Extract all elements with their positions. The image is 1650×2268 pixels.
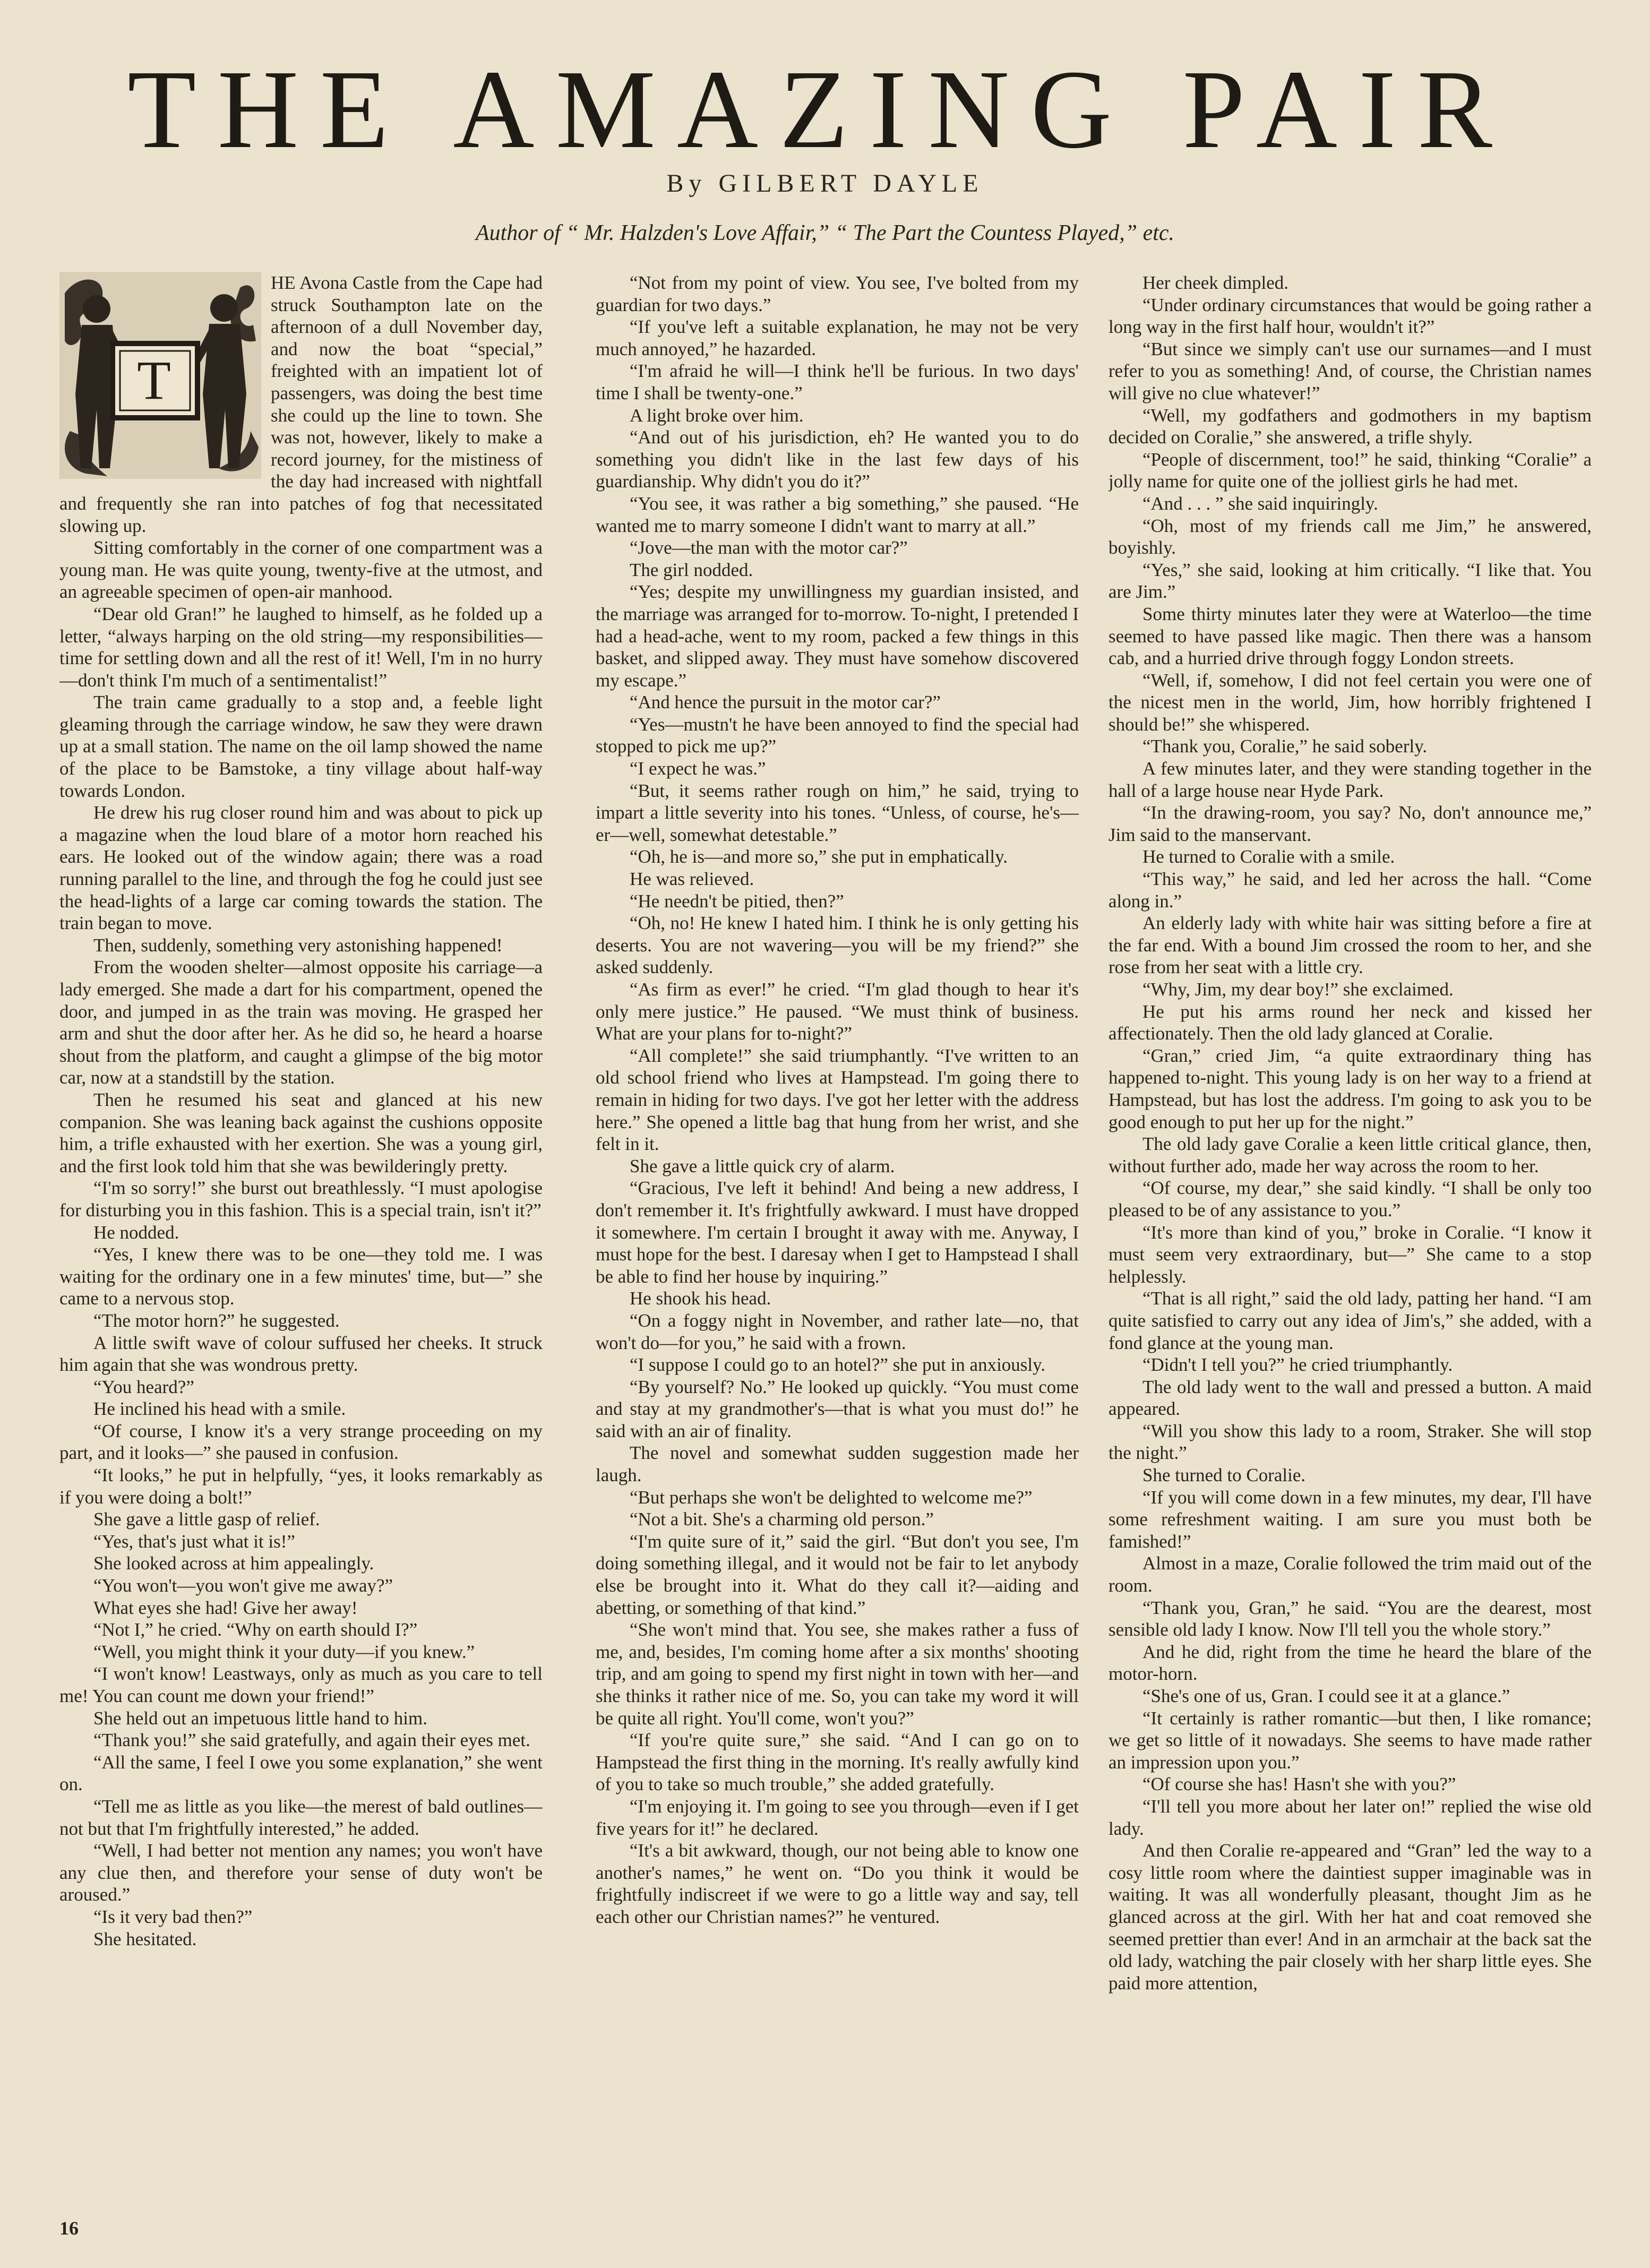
paragraph: “Yes, I knew there was to be one—they told me. I was waiting for the ordinary one in a few minutes' time, but—” she came to a nervous stop. xyxy=(59,1244,543,1309)
paragraph: An elderly lady with white hair was sitting before a fire at the far end. With a bound Jim crossed the room to her, and she rose from her seat with a little cry. xyxy=(1108,913,1592,978)
paragraph: She turned to Coralie. xyxy=(1142,1465,1306,1486)
paragraph: He was relieved. xyxy=(630,869,754,890)
paragraph: “Oh, no! He knew I hated him. I think he is only getting his deserts. You are not wavering—you will be my friend?” she asked suddenly. xyxy=(596,913,1079,978)
paragraph: “Oh, he is—and more so,” she put in emphatically. xyxy=(630,846,1008,867)
paragraph: “The motor horn?” he suggested. xyxy=(93,1310,340,1331)
paragraph: HE Avona Castle from the Cape had struck Southampton late on the afternoon of a dull November day, and now the boat “special,” freighted with an impatient lot of passengers, was doing the best time she could up the line to town. She was not, however, likely to make a record journey, for the mistiness of the day had increased with nightfall and frequently she ran into patches of fog that necessitated slowing up. xyxy=(59,272,543,536)
paragraph: “I'm so sorry!” she burst out breathlessly. “I must apologise for disturbing you in this fashion. This is a special train, isn't it?” xyxy=(59,1178,543,1221)
paragraph: “If you will come down in a few minutes, my dear, I'll have some refreshment waiting. I am sure you must both be famished!” xyxy=(1108,1487,1592,1552)
paragraph: “Didn't I tell you?” he cried triumphantly. xyxy=(1142,1354,1453,1376)
paragraph: “But, it seems rather rough on him,” he said, trying to impart a little severity into his tones. “Unless, of course, he's—er—well, somewhat detestable.” xyxy=(596,780,1079,845)
paragraph: “All the same, I feel I owe you some explanation,” she went on. xyxy=(59,1751,543,1795)
paragraph: “And out of his jurisdiction, eh? He wanted you to do something you didn't like in the last few days of his guardianship. Why didn't you do it?” xyxy=(596,427,1079,492)
text-column-3 xyxy=(1108,272,1592,2194)
paragraph: “Not from my point of view. You see, I've bolted from my guardian for two days.” xyxy=(596,272,1079,315)
text-column-2 xyxy=(596,272,1079,2194)
paragraph: “You see, it was rather a big something,” she paused. “He wanted me to marry someone I didn't want to marry at all.” xyxy=(596,493,1079,536)
author-credit: Author of “ Mr. Halzden's Love Affair,” “ The Part the Countess Played,” etc. xyxy=(475,221,1175,245)
paragraph: “I'll tell you more about her later on!” replied the wise old lady. xyxy=(1108,1796,1592,1839)
paragraph: He shook his head. xyxy=(630,1288,771,1309)
paragraph: “I'm afraid he will—I think he'll be furious. In two days' time I shall be twenty-one.” xyxy=(596,360,1079,403)
paragraph: “Jove—the man with the motor car?” xyxy=(630,537,908,559)
paragraph: She looked across at him appealingly. xyxy=(93,1553,374,1574)
paragraph: He put his arms round her neck and kissed her affectionately. Then the old lady glanced at Coralie. xyxy=(1108,1001,1592,1044)
paragraph: “He needn't be pitied, then?” xyxy=(630,890,844,912)
paragraph: Almost in a maze, Coralie followed the trim maid out of the room. xyxy=(1108,1553,1592,1596)
paragraph: “I'm quite sure of it,” said the girl. “But don't you see, I'm doing something illegal, and it would not be fair to let anybody else be brought into it. What do they call it?—aiding and abetting, or something of that kind.” xyxy=(596,1531,1079,1618)
paragraph: A little swift wave of colour suffused her cheeks. It struck him again that she was wondrous pretty. xyxy=(59,1332,543,1376)
paragraph: “Thank you, Gran,” he said. “You are the dearest, most sensible old lady I know. Now I'll tell you the whole story.” xyxy=(1108,1597,1592,1640)
paragraph: “Of course she has! Hasn't she with you?” xyxy=(1142,1774,1456,1795)
page-number: 16 xyxy=(59,2218,79,2239)
paragraph: And he did, right from the time he heard the blare of the motor-horn. xyxy=(1108,1641,1592,1685)
paragraph: “Will you show this lady to a room, Straker. She will stop the night.” xyxy=(1108,1420,1592,1464)
paragraph: “If you're quite sure,” she said. “And I can go on to Hampstead the first thing in the morning. It's really awfully kind of you to take so much trouble,” she added gratefully. xyxy=(596,1730,1079,1795)
paragraph: The old lady went to the wall and pressed a button. A maid appeared. xyxy=(1108,1376,1592,1420)
paragraph: “As firm as ever!” he cried. “I'm glad though to hear it's only mere justice.” He paused. “We must think of business. What are your plans for to-night?” xyxy=(596,979,1079,1044)
paragraph: He nodded. xyxy=(93,1222,179,1243)
paragraph: “You won't—you won't give me away?” xyxy=(93,1575,393,1596)
paragraph: “I expect he was.” xyxy=(630,758,766,779)
paragraph: “I suppose I could go to an hotel?” she put in anxiously. xyxy=(630,1354,1046,1376)
paragraph: “But perhaps she won't be delighted to welcome me?” xyxy=(630,1487,1033,1508)
paragraph: The old lady gave Coralie a keen little critical glance, then, without further ado, made her way across the room to her. xyxy=(1108,1133,1592,1176)
paragraph: “Not I,” he cried. “Why on earth should I?” xyxy=(93,1619,418,1640)
paragraph: “Gran,” cried Jim, “a quite extraordinary thing has happened to-night. This young lady is on her way to a friend at Hampstead, but has lost the address. I'm going to ask you to be good enough to put her up for the night.” xyxy=(1108,1045,1592,1132)
dropcap-letter: T xyxy=(137,350,171,411)
paragraph: “Is it very bad then?” xyxy=(93,1906,253,1927)
paragraph: “Well, if, somehow, I did not feel certain you were one of the nicest men in the world, Jim, how horribly frightened I should be!” she whispered. xyxy=(1108,669,1592,735)
paragraph: “Thank you!” she said gratefully, and again their eyes met. xyxy=(93,1730,530,1751)
column-1-paragraphs xyxy=(59,272,543,1950)
paragraph: “Oh, most of my friends call me Jim,” he answered, boyishly. xyxy=(1108,515,1592,559)
author-byline: By GILBERT DAYLE xyxy=(666,169,984,197)
paragraph: “People of discernment, too!” he said, thinking “Coralie” a jolly name for quite one of the jolliest girls he had met. xyxy=(1108,449,1592,492)
paragraph: “And . . . ” she said inquiringly. xyxy=(1142,493,1378,514)
paragraph: Some thirty minutes later they were at Waterloo—the time seemed to have passed like magic. Then there was a hansom cab, and a hurried drive through foggy London streets. xyxy=(1108,603,1592,669)
paragraph: “Why, Jim, my dear boy!” she exclaimed. xyxy=(1142,979,1454,1000)
paragraph: A light broke over him. xyxy=(630,405,804,426)
paragraph: “Thank you, Coralie,” he said soberly. xyxy=(1142,736,1428,757)
paragraph: He drew his rug closer round him and was about to pick up a magazine when the loud blare of a motor horn reached his ears. He looked out of the window again; there was a road running parallel to the line, and through the fog he could just see the head-lights of a large car coming towards the station. The train began to move. xyxy=(59,802,543,934)
paragraph: “It certainly is rather romantic—but then, I like romance; we get so little of it nowadays. She seems to have made rather an impression upon you.” xyxy=(1108,1707,1592,1773)
paragraph: A few minutes later, and they were standing together in the hall of a large house near Hyde Park. xyxy=(1108,758,1592,801)
paragraph: “Under ordinary circumstances that would be going rather a long way in the first half hour, wouldn't it?” xyxy=(1108,294,1592,338)
paragraph: The train came gradually to a stop and, a feeble light gleaming through the carriage window, he saw they were drawn up at a small station. The name on the oil lamp showed the name of the place to be Bamstoke, a tiny village about half-way towards London. xyxy=(59,692,543,801)
paragraph: The girl nodded. xyxy=(630,559,753,580)
paragraph: “In the drawing-room, you say? No, don't announce me,” Jim said to the manservant. xyxy=(1108,802,1592,845)
paragraph: “Well, I had better not mention any names; you won't have any clue then, and therefore your sense of duty won't be aroused.” xyxy=(59,1840,543,1905)
paragraph: She gave a little gasp of relief. xyxy=(93,1509,320,1530)
paragraph: She hesitated. xyxy=(93,1928,197,1949)
paragraph: Then, suddenly, something very astonishing happened! xyxy=(93,934,503,956)
paragraph: He turned to Coralie with a smile. xyxy=(1142,846,1395,867)
paragraph: “But since we simply can't use our surnames—and I must refer to you as something! And, of course, the Christian names will give no clue whatever!” xyxy=(1108,338,1592,403)
paragraph: “She won't mind that. You see, she makes rather a fuss of me, and, besides, I'm coming home after a six months' shooting trip, and am going to spend my first night in town with her—and she thinks it rather nice of me. So, you can take my word it will be quite all right. You'll come, won't you?” xyxy=(596,1619,1079,1729)
paragraph: “It's a bit awkward, though, our not being able to know one another's names,” he went on. “Do you think it would be frightfully indiscreet if we were to go a little way and say, tell each other our Christian names?” he ventured. xyxy=(596,1840,1079,1927)
paragraph: “Of course, my dear,” she said kindly. “I shall be only too pleased to be of any assistance to you.” xyxy=(1108,1178,1592,1221)
paragraph: She held out an impetuous little hand to him. xyxy=(93,1707,427,1729)
paragraph: Then he resumed his seat and glanced at his new companion. She was leaning back against the cushions opposite him, a trifle exhausted with her exertion. She was a young girl, and the first look told him that she was bewilderingly pretty. xyxy=(59,1089,543,1176)
paragraph: “All complete!” she said triumphantly. “I've written to an old school friend who lives at Hampstead. I'm going there to remain in hiding for two days. I've got her letter with the address here.” She opened a little bag that hung from her wrist, and she felt in it. xyxy=(596,1045,1079,1155)
paragraph: “I'm enjoying it. I'm going to see you through—even if I get five years for it!” he declared. xyxy=(596,1796,1079,1839)
paragraph: What eyes she had! Give her away! xyxy=(93,1597,358,1618)
paragraph: Her cheek dimpled. xyxy=(1142,272,1289,293)
paragraph: “Gracious, I've left it behind! And being a new address, I don't remember it. It's frightfully awkward. I must have dropped it somewhere. I'm certain I brought it away with me. Anyway, I must hope for the best. I daresay when I get to Hampstead I shall be able to find her house by inquiring.” xyxy=(596,1178,1079,1287)
paragraph: “Yes; despite my unwillingness my guardian insisted, and the marriage was arranged for to-morrow. To-night, I pretended I had a head-ache, went to my room, packed a few things in this basket, and slipped away. They must have somehow discovered my escape.” xyxy=(596,581,1079,691)
paragraph: “Not a bit. She's a charming old person.” xyxy=(630,1509,934,1530)
paragraph: “It looks,” he put in helpfully, “yes, it looks remarkably as if you were doing a bolt!” xyxy=(59,1465,543,1508)
paragraph: She gave a little quick cry of alarm. xyxy=(630,1155,895,1176)
paragraph: He inclined his head with a smile. xyxy=(93,1398,346,1420)
paragraph: “It's more than kind of you,” broke in Coralie. “I know it must seem very extraordinary, but—” She came to a stop helplessly. xyxy=(1108,1222,1592,1287)
paragraph: “Tell me as little as you like—the merest of bald outlines—not but that I'm frightfully interested,” he added. xyxy=(59,1796,543,1839)
paragraph: “This way,” he said, and led her across the hall. “Come along in.” xyxy=(1108,869,1592,912)
paragraph: “She's one of us, Gran. I could see it at a glance.” xyxy=(1142,1686,1510,1706)
paragraph: “By yourself? No.” He looked up quickly. “You must come and stay at my grandmother's—that is what you must do!” he said with an air of finality. xyxy=(596,1376,1079,1441)
paragraph: “Yes—mustn't he have been annoyed to find the special had stopped to pick me up?” xyxy=(596,714,1079,757)
paragraph: “Yes,” she said, looking at him critically. “I like that. You are Jim.” xyxy=(1108,559,1592,603)
paragraph: “And hence the pursuit in the motor car?” xyxy=(630,692,941,713)
paragraph: “That is all right,” said the old lady, patting her hand. “I am quite satisfied to carry out any idea of Jim's,” she added, with a fond glance at the young man. xyxy=(1108,1288,1592,1353)
paragraph: “Yes, that's just what it is!” xyxy=(93,1531,295,1552)
paragraph: “If you've left a suitable explanation, he may not be very much annoyed,” he hazarded. xyxy=(596,316,1079,359)
column-3-paragraphs xyxy=(1108,272,1592,1994)
paragraph: “Of course, I know it's a very strange proceeding on my part, and it looks—” she paused in confusion. xyxy=(59,1420,543,1464)
paragraph: “Dear old Gran!” he laughed to himself, as he folded up a letter, “always harping on the old string—my responsibilities—time for settling down and all the rest of it! Well, I'm in no hurry—don't think I'm much of a sentimentalist!” xyxy=(59,603,543,691)
paragraph: And then Coralie re-appeared and “Gran” led the way to a cosy little room where the daintiest supper imaginable was in waiting. It was all wonderfully pleasant, thought Jim as he glanced across at the girl. With her hat and coat removed she seemed prettier than ever! And in an armchair at the back sat the old lady, watching the pair closely with her sharp little eyes. She paid more attention, xyxy=(1108,1840,1592,1994)
text-column-1 xyxy=(59,272,543,2194)
paragraph: “Well, you might think it your duty—if you knew.” xyxy=(93,1641,475,1662)
paragraph: “Well, my godfathers and godmothers in my baptism decided on Coralie,” she answered, a trifle shyly. xyxy=(1108,405,1592,448)
ornamental-initial xyxy=(59,272,261,479)
paragraph: From the wooden shelter—almost opposite his carriage—a lady emerged. She made a dart for his compartment, opened the door, and jumped in as the train was moving. He grasped her arm and shut the door after her. As he did so, he heard a hoarse shout from the platform, and caught a glimpse of the big motor car, now at a standstill by the station. xyxy=(59,957,543,1088)
column-2-paragraphs xyxy=(596,272,1079,1928)
paragraph: Sitting comfortably in the corner of one compartment was a young man. He was quite young, twenty-five at the utmost, and an agreeable specimen of open-air manhood. xyxy=(59,537,543,603)
article-title: THE AMAZING PAIR xyxy=(127,47,1514,171)
paragraph: “I won't know! Leastways, only as much as you care to tell me! You can count me down your friend!” xyxy=(59,1663,543,1706)
paragraph: “You heard?” xyxy=(93,1376,194,1397)
paragraph: “On a foggy night in November, and rather late—no, that won't do—for you,” he said with a frown. xyxy=(596,1310,1079,1353)
paragraph: The novel and somewhat sudden suggestion made her laugh. xyxy=(596,1442,1079,1486)
